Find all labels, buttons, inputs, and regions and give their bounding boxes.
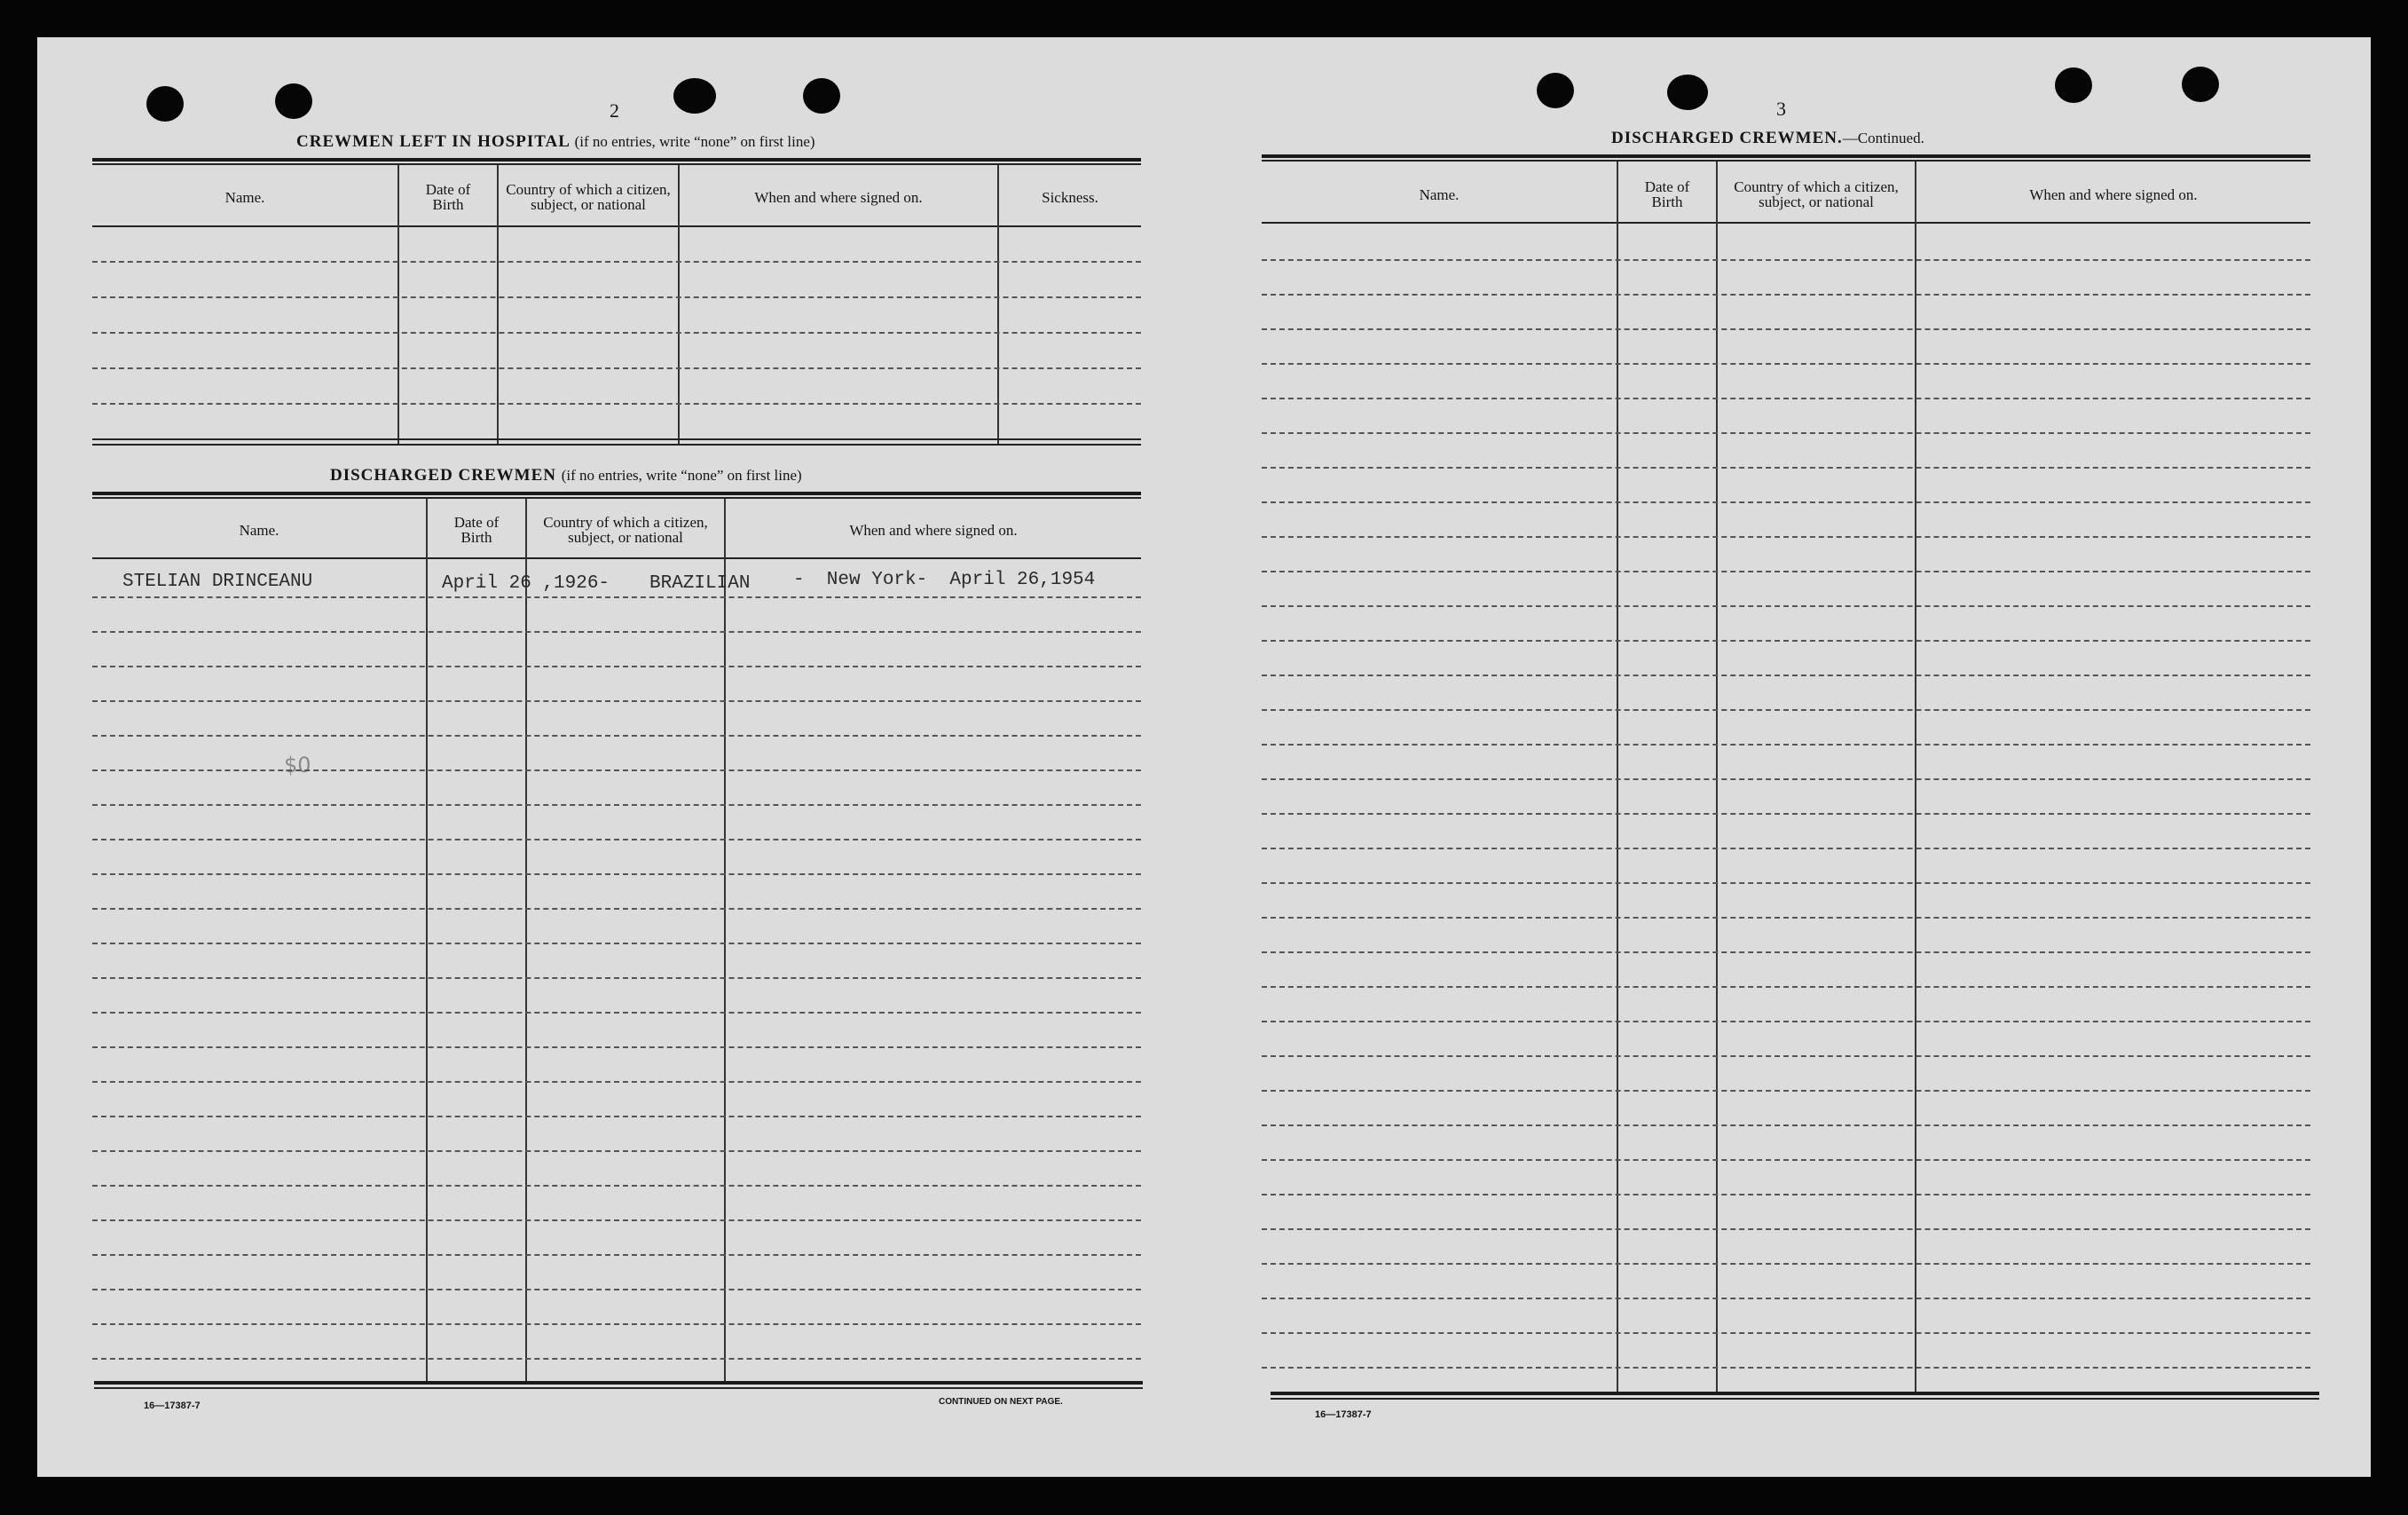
margin-pencil-mark: $0: [284, 753, 311, 777]
punch-hole: [146, 86, 184, 122]
punch-hole: [1667, 75, 1708, 110]
column-header-birth: Date of Birth: [1644, 178, 1690, 210]
hospital-section-title: CREWMEN LEFT IN HOSPITAL (if no entries, write “none” on first line): [296, 132, 815, 151]
form-number-right: 16—17387-7: [1315, 1409, 1372, 1420]
ruled-line: [1262, 363, 2310, 365]
ruled-line: [1262, 1194, 2310, 1195]
ruled-line: [1262, 1090, 2310, 1092]
column-header-country: Country of which a citizen, subject, or national: [506, 181, 671, 213]
ruled-line: [92, 1150, 1141, 1152]
ruled-line: [92, 666, 1141, 667]
column-header-name: Name.: [224, 188, 265, 206]
ruled-line: [1262, 1298, 2310, 1299]
ruled-line: [1262, 536, 2310, 538]
punch-hole: [275, 83, 312, 119]
column-header-birth: Date of Birth: [425, 181, 471, 213]
ruled-line: [92, 1219, 1141, 1221]
crew-date-of-birth: April 26 ,1926-: [442, 573, 610, 594]
ruled-line: [1262, 571, 2310, 572]
column-header-signed-on: When and where signed on.: [849, 521, 1018, 539]
crew-signed-on: - New York- April 26,1954: [793, 570, 1096, 590]
ruled-line: [1262, 605, 2310, 607]
ruled-line: [92, 1012, 1141, 1014]
ruled-line: [1262, 882, 2310, 884]
column-header-country: Country of which a citizen, subject, or national: [543, 514, 708, 546]
ruled-line: [1262, 328, 2310, 330]
punch-hole: [2182, 67, 2219, 102]
punch-hole: [803, 78, 840, 114]
ruled-line: [1262, 1055, 2310, 1057]
ruled-line: [92, 1254, 1141, 1256]
ruled-line: [92, 700, 1141, 702]
column-header-country: Country of which a citizen, subject, or national: [1734, 178, 1899, 210]
column-header-signed-on: When and where signed on.: [2029, 185, 2198, 203]
ruled-line: [92, 977, 1141, 979]
ruled-line: [92, 769, 1141, 771]
ruled-line: [1262, 709, 2310, 711]
manifest-sheet: [37, 37, 2371, 1477]
ruled-line: [92, 1046, 1141, 1048]
punch-hole: [2055, 67, 2092, 103]
ruled-line: [92, 1289, 1141, 1290]
ruled-line: [92, 839, 1141, 840]
ruled-line: [92, 596, 1141, 598]
page-number-right: 3: [1776, 98, 1786, 120]
ruled-line: [1262, 813, 2310, 815]
ruled-line: [92, 631, 1141, 633]
ruled-line: [1262, 1332, 2310, 1334]
discharged-continued-title: DISCHARGED CREWMEN.—Continued.: [1611, 129, 1924, 147]
crew-country: BRAZILIAN: [649, 573, 751, 594]
ruled-line: [92, 1081, 1141, 1083]
punch-hole: [673, 78, 716, 114]
column-header-signed-on: When and where signed on.: [754, 188, 923, 206]
column-header-name: Name.: [1419, 185, 1460, 203]
form-number-left: 16—17387-7: [144, 1401, 201, 1411]
ruled-line: [92, 873, 1141, 875]
ruled-line: [1262, 467, 2310, 469]
ruled-line: [1262, 259, 2310, 261]
ruled-line: [92, 908, 1141, 910]
crew-name: STELIAN DRINCEANU: [122, 572, 313, 592]
ruled-line: [92, 943, 1141, 944]
ruled-line: [1262, 1228, 2310, 1230]
ruled-line: [1262, 986, 2310, 988]
discharged-section-title: DISCHARGED CREWMEN (if no entries, write “none” on first line): [330, 466, 802, 485]
ruled-line: [1262, 432, 2310, 434]
ruled-line: [1262, 744, 2310, 746]
ruled-line: [1262, 640, 2310, 642]
ruled-line: [1262, 1124, 2310, 1126]
ruled-line: [92, 1323, 1141, 1325]
continued-note: CONTINUED ON NEXT PAGE.: [939, 1397, 1063, 1407]
ruled-line: [1262, 951, 2310, 953]
ruled-line: [1262, 778, 2310, 780]
column-header-sickness: Sickness.: [1042, 188, 1098, 206]
ruled-line: [1262, 1159, 2310, 1161]
ruled-line: [1262, 294, 2310, 296]
page-number-left: 2: [610, 99, 619, 122]
ruled-line: [92, 1185, 1141, 1187]
ruled-line: [1262, 675, 2310, 676]
punch-hole: [1537, 73, 1574, 108]
ruled-line: [1262, 1367, 2310, 1369]
ruled-line: [92, 1358, 1141, 1360]
ruled-line: [1262, 398, 2310, 399]
ruled-line: [1262, 1263, 2310, 1265]
ruled-line: [1262, 1021, 2310, 1022]
ruled-line: [92, 804, 1141, 806]
column-header-name: Name.: [239, 521, 279, 539]
ruled-line: [92, 1116, 1141, 1117]
ruled-line: [1262, 501, 2310, 503]
ruled-line: [1262, 917, 2310, 919]
ruled-line: [1262, 848, 2310, 849]
ruled-line: [92, 735, 1141, 737]
column-header-birth: Date of Birth: [453, 514, 500, 546]
